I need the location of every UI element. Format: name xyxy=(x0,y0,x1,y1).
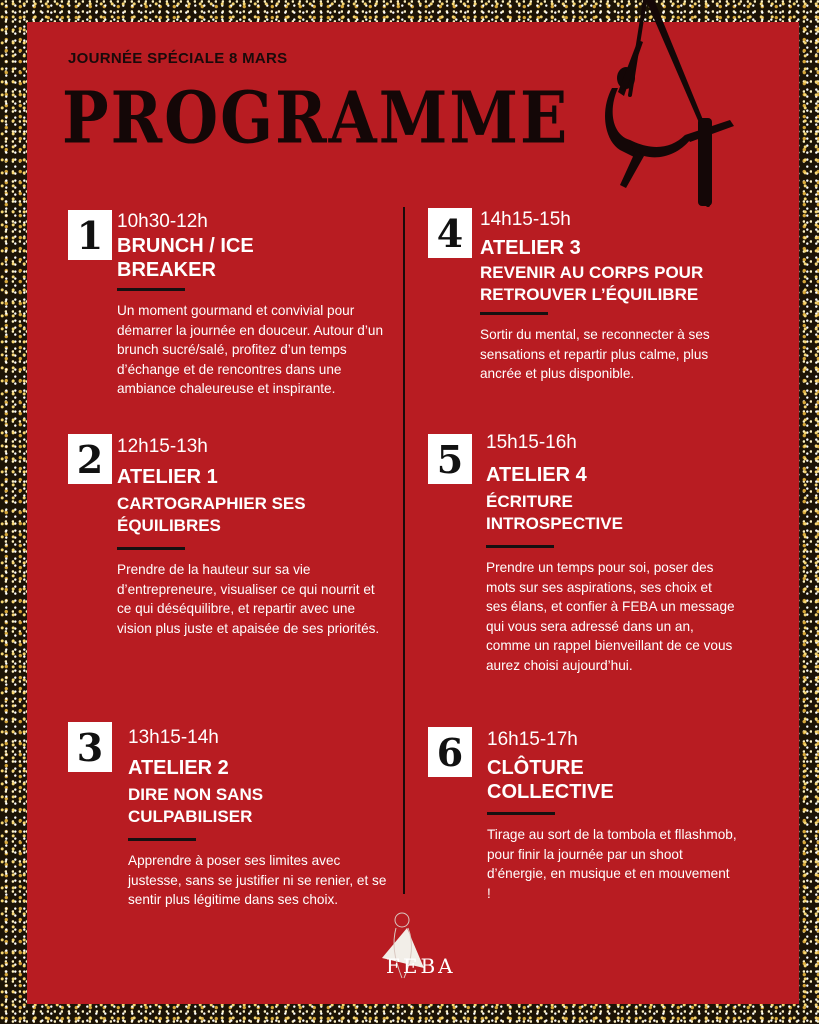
session-time: 13h15-14h xyxy=(128,727,219,748)
session-time: 12h15-13h xyxy=(117,436,208,457)
page-title: PROGRAMME xyxy=(62,76,570,160)
underline-rule xyxy=(487,812,555,815)
underline-rule xyxy=(117,288,185,291)
session-title: ATELIER 2 xyxy=(128,757,229,779)
aerial-dancer-illustration xyxy=(590,0,750,210)
session-card-5 xyxy=(486,431,736,676)
session-time: 16h15-17h xyxy=(487,729,578,750)
session-number-2: 2 xyxy=(68,434,112,484)
underline-rule xyxy=(480,312,548,315)
session-title: ATELIER 3 xyxy=(480,237,581,259)
session-title: BRUNCH / ICE BREAKER xyxy=(117,235,254,281)
feba-logo-text: FEBA xyxy=(386,954,456,978)
session-number-1: 1 xyxy=(68,210,112,260)
event-subtitle: JOURNÉE SPÉCIALE 8 MARS xyxy=(68,50,288,67)
session-description: Prendre de la hauteur sur sa vie d’entrepreneure, visualiser ce qui nourrit et ce qui déséquilibre, et repartir avec une vision plus juste et apaisée de ses priorités. xyxy=(117,562,380,636)
session-card-4 xyxy=(480,208,740,384)
session-time: 10h30-12h xyxy=(117,211,208,232)
session-card-1 xyxy=(117,210,387,399)
session-number-6: 6 xyxy=(428,727,472,777)
underline-rule xyxy=(128,838,196,841)
session-card-2 xyxy=(117,435,387,638)
session-title: ATELIER 1 xyxy=(117,466,218,488)
session-number-3: 3 xyxy=(68,722,112,772)
session-description: Un moment gourmand et convivial pour démarrer la journée en douceur. Autour d’un brunch sucré/salé, profitez d’un temps d’échange et de rencontres dans une ambiance chaleureuse et inspirante. xyxy=(117,303,384,397)
session-description: Apprendre à poser ses limites avec justesse, sans se justifier ni se renier, et se sentir plus légitime dans ses choix. xyxy=(128,853,387,908)
session-card-6 xyxy=(487,728,737,903)
session-subtitle: REVENIR AU CORPS POUR RETROUVER L’ÉQUILIBRE xyxy=(480,263,704,304)
session-title: CLÔTURE COLLECTIVE xyxy=(487,757,614,803)
session-subtitle: CARTOGRAPHIER SES ÉQUILIBRES xyxy=(117,494,306,535)
session-subtitle: DIRE NON SANS CULPABILISER xyxy=(128,785,264,826)
underline-rule xyxy=(486,545,554,548)
session-card-3 xyxy=(128,726,388,910)
session-time: 14h15-15h xyxy=(480,209,571,230)
session-time: 15h15-16h xyxy=(486,432,577,453)
session-number-5: 5 xyxy=(428,434,472,484)
session-description: Tirage au sort de la tombola et fllashmob, pour finir la journée par un shoot d’énergie, en musique et en mouvement ! xyxy=(487,827,737,901)
session-subtitle: ÉCRITURE INTROSPECTIVE xyxy=(486,492,623,533)
session-title: ATELIER 4 xyxy=(486,464,587,486)
underline-rule xyxy=(117,547,185,550)
column-divider xyxy=(403,207,405,894)
session-number-4: 4 xyxy=(428,208,472,258)
session-description: Sortir du mental, se reconnecter à ses sensations et repartir plus calme, plus ancrée et plus disponible. xyxy=(480,327,710,382)
session-description: Prendre un temps pour soi, poser des mots sur ses aspirations, ses choix et ses élans, et confier à FEBA un message qui vous sera adressé dans un an, comme un rappel bienveillant de ce vous aurez choisi aujourd’hui. xyxy=(486,560,735,673)
